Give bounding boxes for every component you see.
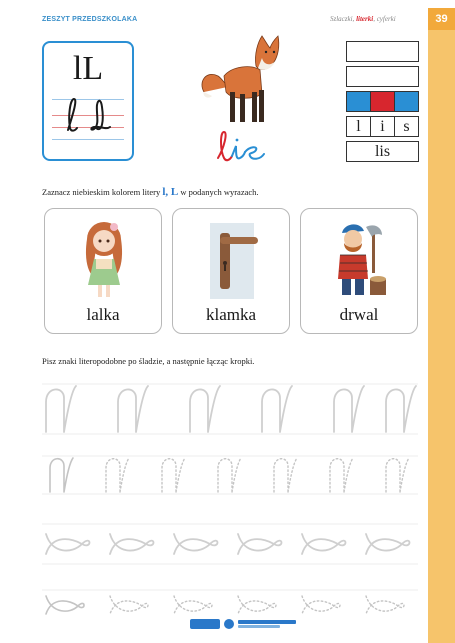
picture-card-doll[interactable] <box>44 208 162 334</box>
trace-row-solid <box>42 380 418 438</box>
fox-word-script <box>214 128 268 164</box>
card-word: lalka <box>86 305 120 324</box>
printed-letters: lL <box>72 50 104 87</box>
letter-box: i <box>370 117 394 136</box>
letter-box: l <box>356 118 361 135</box>
color-boxes <box>346 91 419 112</box>
task-2-instruction: Pisz znaki literopodobne po śladzie, a następnie łącząc kropki. <box>42 356 255 366</box>
page-number: 39 <box>428 8 455 30</box>
book-title: ZESZYT PRZEDSZKOLAKA <box>42 16 138 23</box>
empty-box <box>346 41 419 62</box>
task-1-instruction: Zaznacz niebieskim kolorem litery l, L w podanych wyrazach. <box>42 186 259 198</box>
picture-card-lumberjack[interactable] <box>300 208 418 334</box>
letter-box: s <box>394 117 418 136</box>
section-highlight: literki <box>356 15 374 23</box>
word-box: lis <box>346 141 419 162</box>
lumberjack-icon <box>330 219 390 303</box>
script-letters-icon <box>44 95 132 135</box>
trace-row-loops <box>42 520 418 568</box>
side-margin-strip <box>428 8 455 643</box>
highlight-letters: l, L <box>162 186 179 198</box>
trace-row-loops-dotted <box>42 588 418 618</box>
card-word: klamka <box>205 305 257 324</box>
trace-row-dotted <box>42 452 418 498</box>
fox-icon <box>196 30 286 130</box>
letter-card <box>42 41 134 161</box>
section-title: Szlaczki, literki, cyferki <box>330 15 396 23</box>
writing-line <box>52 139 124 140</box>
card-word: drwal <box>339 305 379 324</box>
color-segment <box>394 92 418 111</box>
empty-box <box>346 66 419 87</box>
doll-icon <box>74 219 134 303</box>
color-segment <box>370 92 394 111</box>
color-segment <box>347 92 370 111</box>
publisher-logo-icon <box>190 617 300 631</box>
picture-card-handle[interactable] <box>172 208 290 334</box>
door-handle-icon <box>202 219 262 303</box>
letter-boxes <box>346 116 419 137</box>
